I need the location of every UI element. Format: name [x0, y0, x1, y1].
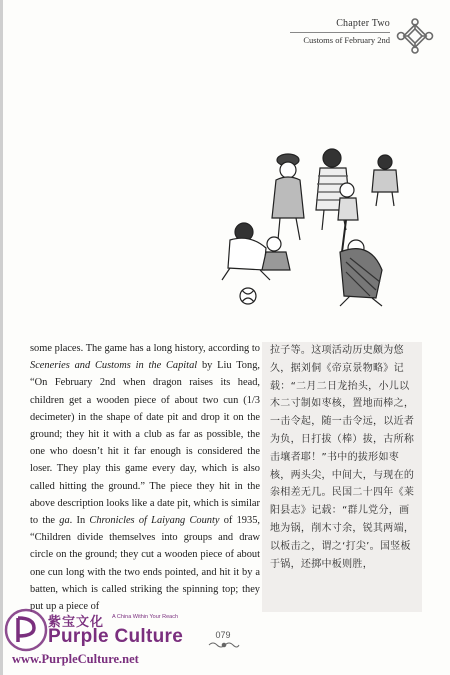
book-title-sceneries: Sceneries and Customs in the Capital: [30, 360, 198, 372]
english-text-column: [30, 340, 260, 615]
brand-chinese-name: 紫宝文化: [48, 615, 105, 630]
english-text-part: of 1935, “Children divide themselves into groups and draw circle on the ground; they cut a wooden piece of about one cun long with the two ends pointed, and hit it by a batten, which is called striking the spinning top; they put up a piece of: [30, 515, 260, 613]
brand-english-name: Purple Culture: [48, 626, 184, 647]
english-text-part: some places. The game has a long history, according to: [30, 343, 260, 354]
english-paragraph: [30, 340, 260, 615]
brand-tagline: A China Within Your Reach: [112, 614, 179, 620]
chapter-subtitle: Customs of February 2nd: [303, 35, 390, 45]
english-text-part: . In: [69, 515, 90, 527]
children-playing-illustration: [200, 140, 400, 310]
header-rule: [290, 32, 390, 33]
book-title-chronicles: Chronicles of Laiyang County: [89, 515, 220, 527]
chinese-text-column: [270, 342, 418, 573]
chapter-header: [290, 18, 390, 45]
knot-ornament-icon: [396, 18, 434, 54]
chapter-title: Chapter Two: [336, 18, 390, 29]
term-ga: ga: [59, 515, 70, 527]
page-spine-edge: [0, 0, 3, 675]
chinese-paragraph: 拉子等。这项活动历史颇为悠久，据刘侗《帝京景物略》记载：“二月二日龙抬头，小儿以木二寸制如枣核，置地而棒之，一击令起，随一击令远，以近者为负，日打拔（棒）拔，古所称击壤者耶！”书中的拔形如枣核，两头尖，中间大，与现在的尜相差无几。民国二十四年《莱阳县志》记载：“群儿党分，画地为锅，削木寸余，锐其两端，以板击之，谓之‘打尖’。国竖板于锅，还掷中板则胜，: [270, 345, 415, 570]
footer-ornament-icon: [208, 641, 240, 649]
chinese-text-panel: [262, 342, 422, 612]
page-number: 079: [215, 630, 231, 640]
purple-culture-logo-icon: [4, 608, 48, 652]
english-text-part: by Liu Tong, “On February 2nd when dragon raises its head, children get a wooden piece of about two cun (1/3 decimeter) in the shape of date pit and drop it on the ground; they hit it with a club as far as possible, the one who doesn’t hit it far enough is considered the loser. They play this game every day, which is also called hitting the ground.” The piece they hit in the above description looks like a date pit, which is similar to the: [30, 360, 260, 527]
brand-url: www.PurpleCulture.net: [12, 652, 139, 666]
